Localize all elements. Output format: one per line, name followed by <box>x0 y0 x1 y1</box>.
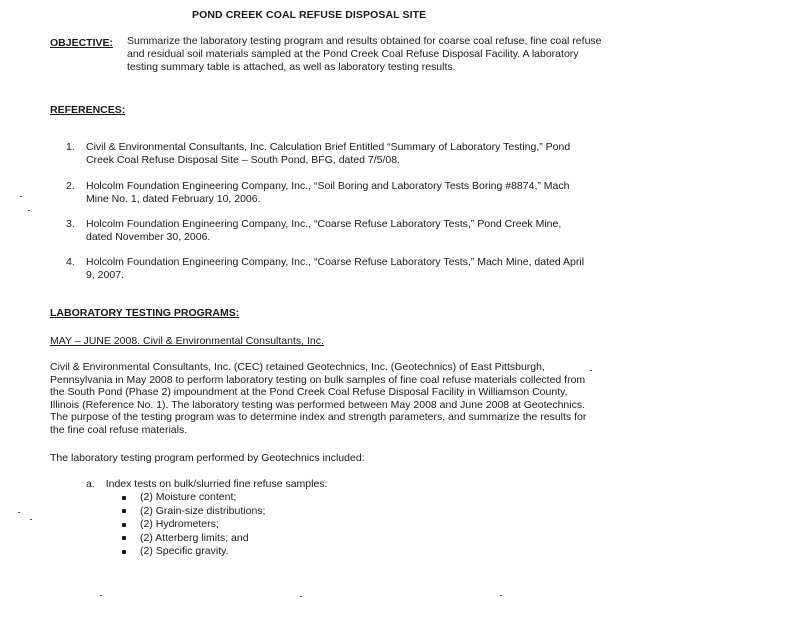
scan-speck <box>100 595 102 596</box>
bullet-icon <box>122 509 126 513</box>
scan-speck <box>300 596 302 597</box>
lab-programs-heading: LABORATORY TESTING PROGRAMS: <box>50 307 240 319</box>
test-bullet-list <box>122 491 265 559</box>
scan-speck <box>18 512 20 513</box>
list-item: (2) Grain-size distributions; <box>122 505 265 519</box>
reference-number: 2. <box>66 180 75 192</box>
scan-speck <box>590 370 592 371</box>
bullet-icon <box>122 496 126 500</box>
list-item-a-label: a. <box>86 478 95 490</box>
scan-speck <box>20 196 22 197</box>
list-item: (2) Specific gravity. <box>122 545 265 559</box>
list-item-a <box>86 478 327 491</box>
lab-programs-paragraph: Civil & Environmental Consultants, Inc. (CEC) retained Geotechnics, Inc. (Geotechnics) of East Pittsburgh, Pennsylvania in May 2008 to perform laboratory testing on bulk samples of fine coal refuse materials collected from the South Pond (Phase 2) impoundment at the Pond Creek Coal Refuse Disposal Facility in Williamson County, Illinois (Reference No. 1). The laboratory testing was performed between May 2008 and June 2008 at Geotechnics. The purpose of the testing program was to determine index and strength parameters, and summarize the results for the fine coal refuse materials. <box>50 361 587 436</box>
bullet-icon <box>122 523 126 527</box>
reference-number: 1. <box>66 141 75 153</box>
reference-text: Civil & Environmental Consultants, Inc. Calculation Brief Entitled “Summary of Laboratory Testing,” Pond Creek Coal Refuse Disposal Site – South Pond, BFG, dated 7/5/08. <box>86 141 571 166</box>
reference-number: 4. <box>66 256 75 268</box>
reference-text: Holcolm Foundation Engineering Company, Inc., “Soil Boring and Laboratory Tests Boring #8874,” Mach Mine No. 1, dated February 10, 2006. <box>86 180 570 205</box>
scan-speck <box>28 210 30 211</box>
reference-text: Holcolm Foundation Engineering Company, Inc., “Coarse Refuse Laboratory Tests,” Pond Creek Mine, dated November 30, 2006. <box>86 218 562 243</box>
scan-speck <box>500 595 502 596</box>
lab-programs-intro: The laboratory testing program performed by Geotechnics included: <box>50 452 365 464</box>
reference-number: 3. <box>66 218 75 230</box>
reference-text: Holcolm Foundation Engineering Company, Inc., “Coarse Refuse Laboratory Tests,” Mach Mine, dated April 9, 2007. <box>86 256 585 281</box>
list-item: (2) Hydrometers; <box>122 518 265 532</box>
reference-item <box>66 256 586 281</box>
scan-speck <box>30 519 32 520</box>
objective-text: Summarize the laboratory testing program and results obtained for coarse coal refuse, fine coal refuse and residual soil materials sampled at the Pond Creek Coal Refuse Disposal Facility. A laboratory testing summary table is attached, as well as laboratory testing results. <box>127 35 602 73</box>
reference-item <box>66 141 586 166</box>
reference-item <box>66 180 586 205</box>
document-title: POND CREEK COAL REFUSE DISPOSAL SITE <box>192 9 427 21</box>
list-item: (2) Atterberg limits; and <box>122 532 265 546</box>
bullet-icon <box>122 550 126 554</box>
lab-programs-subheading: MAY – JUNE 2008. Civil & Environmental Consultants, Inc. <box>50 335 324 347</box>
list-item: (2) Moisture content; <box>122 491 265 505</box>
reference-item <box>66 218 586 243</box>
objective-label: OBJECTIVE: <box>50 37 114 49</box>
bullet-icon <box>122 536 126 540</box>
references-heading: REFERENCES: <box>50 104 126 116</box>
list-item-a-text: Index tests on bulk/slurried fine refuse samples: <box>105 478 328 490</box>
